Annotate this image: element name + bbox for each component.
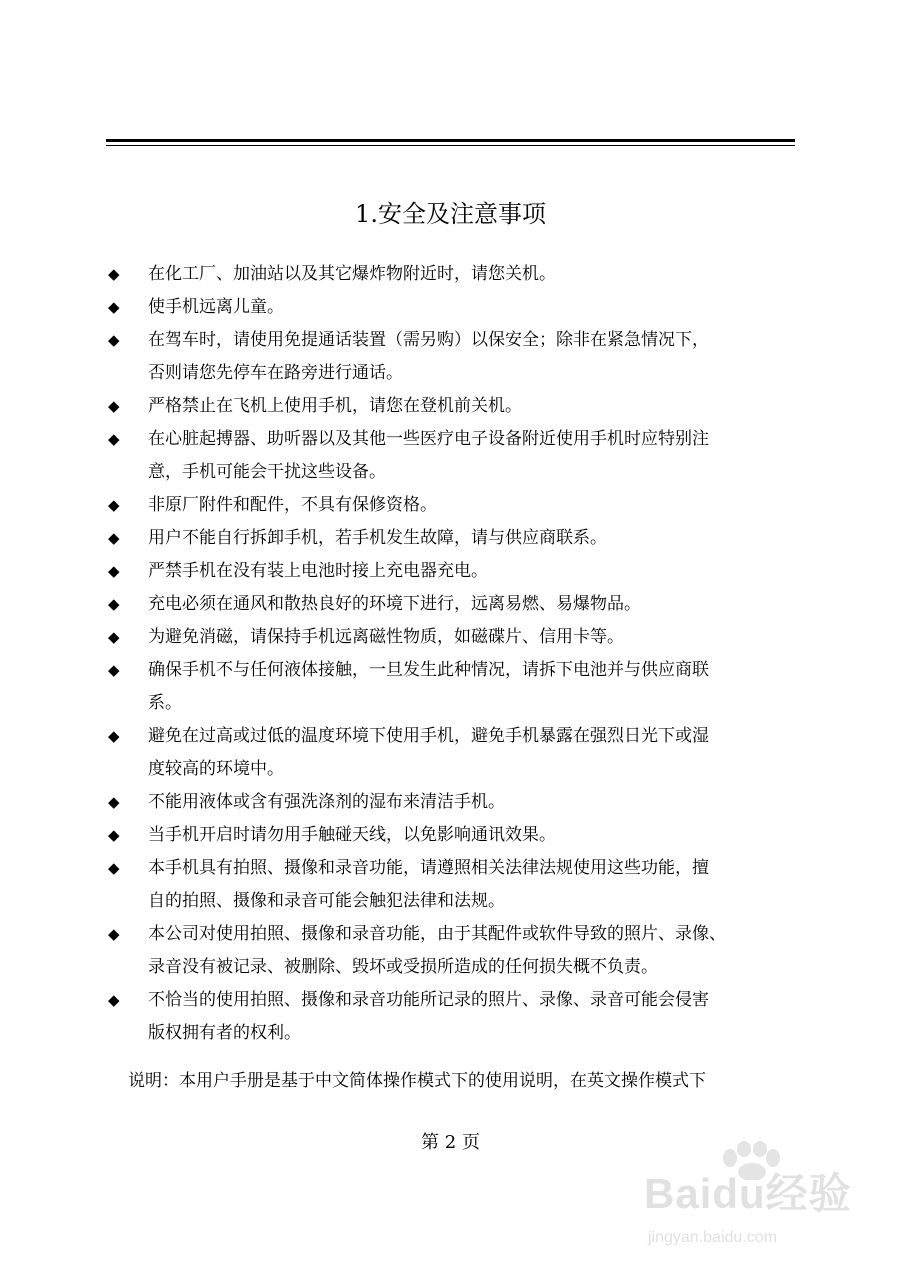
list-item-line: 非原厂附件和配件，不具有保修资格。 [148,495,437,515]
list-item [108,720,798,786]
list-item-line: 在心脏起搏器、助听器以及其他一些医疗电子设备附近使用手机时应特别注 [148,429,709,449]
list-item-text [148,984,798,1050]
list-item-text [148,819,798,852]
diamond-bullet-icon: ◆ [108,661,120,679]
list-item-text [148,654,798,720]
list-item-line: 用户不能自行拆卸手机，若手机发生故障，请与供应商联系。 [148,528,607,548]
list-item [108,258,798,291]
diamond-bullet-icon: ◆ [108,331,120,349]
list-item-line: 意，手机可能会干扰这些设备。 [148,462,386,482]
list-item-line: 不恰当的使用拍照、摄像和录音功能所记录的照片、录像、录音可能会侵害 [148,990,709,1010]
list-item-line: 系。 [148,693,182,713]
list-item-line: 版权拥有者的权利。 [148,1023,301,1043]
list-item [108,390,798,423]
list-item-text [148,390,798,423]
list-item [108,984,798,1050]
diamond-bullet-icon: ◆ [108,529,120,547]
diamond-bullet-icon: ◆ [108,793,120,811]
page-number: 第 2 页 [421,1132,480,1153]
list-item-line: 本手机具有拍照、摄像和录音功能，请遵照相关法律法规使用这些功能，擅 [148,858,709,878]
watermark-brand: Baidu经验 [644,1170,852,1217]
diamond-bullet-icon: ◆ [108,628,120,646]
list-item-line: 度较高的环境中。 [148,759,284,779]
diamond-bullet-icon: ◆ [108,562,120,580]
manual-note: 说明：本用户手册是基于中文简体操作模式下的使用说明，在英文操作模式下 [128,1071,706,1091]
list-item-text [148,522,798,555]
list-item-line: 在驾车时，请使用免提通话装置（需另购）以保安全；除非在紧急情况下， [148,330,709,350]
list-item [108,819,798,852]
list-item [108,588,798,621]
baidu-jingyan-watermark [640,1140,855,1265]
list-item-line: 自的拍照、摄像和录音可能会触犯法律和法规。 [148,891,505,911]
watermark-url: jingyan.baidu.com [648,1229,777,1246]
list-item [108,555,798,588]
list-item [108,522,798,555]
section-title: 1.安全及注意事项 [355,200,546,228]
list-item [108,852,798,918]
list-item [108,489,798,522]
list-item-text [148,258,798,291]
list-item-line: 严格禁止在飞机上使用手机，请您在登机前关机。 [148,396,522,416]
list-item-line: 不能用液体或含有强洗涤剂的湿布来清洁手机。 [148,792,505,812]
header-rule-thin [106,145,795,146]
list-item-line: 确保手机不与任何液体接触，一旦发生此种情况，请拆下电池并与供应商联 [148,660,709,680]
diamond-bullet-icon: ◆ [108,265,120,283]
list-item-line: 否则请您先停车在路旁进行通话。 [148,363,403,383]
list-item-text [148,489,798,522]
list-item-text [148,852,798,918]
list-item [108,621,798,654]
list-item-text [148,786,798,819]
header-rule-thick [106,139,795,142]
list-item-line: 本公司对使用拍照、摄像和录音功能，由于其配件或软件导致的照片、录像、 [148,924,726,944]
list-item-line: 使手机远离儿童。 [148,297,284,317]
diamond-bullet-icon: ◆ [108,826,120,844]
list-item-line: 严禁手机在没有装上电池时接上充电器充电。 [148,561,488,581]
diamond-bullet-icon: ◆ [108,298,120,316]
list-item-text [148,291,798,324]
list-item [108,918,798,984]
diamond-bullet-icon: ◆ [108,925,120,943]
list-item-text [148,720,798,786]
list-item [108,291,798,324]
list-item-line: 在化工厂、加油站以及其它爆炸物附近时，请您关机。 [148,264,556,284]
list-item [108,786,798,819]
diamond-bullet-icon: ◆ [108,397,120,415]
diamond-bullet-icon: ◆ [108,595,120,613]
list-item [108,423,798,489]
list-item [108,654,798,720]
list-item-text [148,588,798,621]
list-item-line: 录音没有被记录、被删除、毁坏或受损所造成的任何损失概不负责。 [148,957,658,977]
list-item-line: 避免在过高或过低的温度环境下使用手机，避免手机暴露在强烈日光下或湿 [148,726,709,746]
list-item [108,324,798,390]
diamond-bullet-icon: ◆ [108,727,120,745]
list-item-line: 当手机开启时请勿用手触碰天线，以免影响通讯效果。 [148,825,556,845]
diamond-bullet-icon: ◆ [108,496,120,514]
list-item-line: 充电必须在通风和散热良好的环境下进行，远离易燃、易爆物品。 [148,594,641,614]
diamond-bullet-icon: ◆ [108,430,120,448]
list-item-line: 为避免消磁，请保持手机远离磁性物质，如磁碟片、信用卡等。 [148,627,624,647]
list-item-text [148,324,798,390]
list-item-text [148,621,798,654]
list-item-text [148,918,798,984]
diamond-bullet-icon: ◆ [108,859,120,877]
safety-notice-list [108,258,798,1050]
diamond-bullet-icon: ◆ [108,991,120,1009]
list-item-text [148,423,798,489]
list-item-text [148,555,798,588]
